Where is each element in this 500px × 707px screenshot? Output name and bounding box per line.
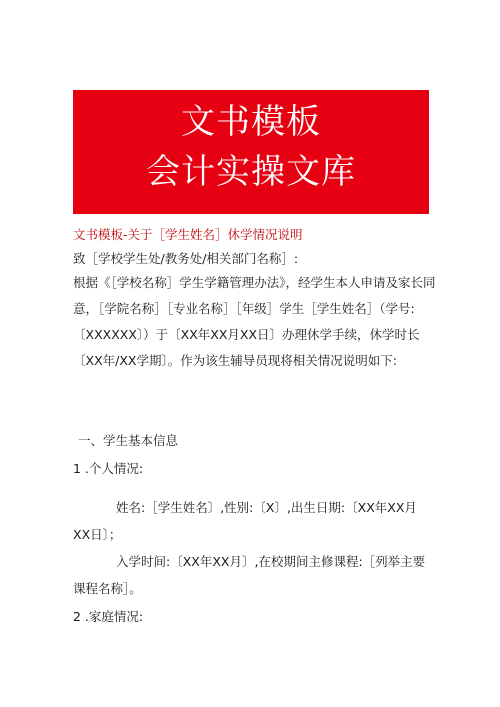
intro-line-3: 〔XXXXXX〕）于〔XX年XX月XX日〕办理休学手续，休学时长 [73, 327, 420, 342]
banner-title-line1: 文书模板 [181, 102, 321, 142]
recipient-line: 致［学校学生处/教务处/相关部门名称］: [73, 251, 299, 266]
personal-info-line-2: XX日〕； [73, 527, 122, 542]
banner-title-line2: 会计实操文库 [146, 152, 356, 192]
intro-line-1: 根据《［学校名称］学生学籍管理办法》，经学生本人申请及家长同 [73, 275, 436, 290]
document-title: 文书模板-关于［学生姓名］休学情况说明 [73, 227, 303, 242]
title-banner [73, 90, 429, 214]
intro-line-4: 〔XX年/XX学期〕。作为该生辅导员现将相关情况说明如下: [73, 353, 397, 368]
enrollment-line-2: 课程名称］。 [73, 581, 142, 596]
intro-line-2: 意，［学院名称］［专业名称］［年级］学生［学生姓名］（学号: [73, 301, 415, 316]
section-heading-basic-info: 一、学生基本信息 [78, 433, 179, 448]
subheading-family: 2 .家庭情况: [73, 609, 144, 624]
personal-info-line-1: 姓名:［学生姓名〕,性别:〔X〕,出生日期:〔XX年XX月 [116, 500, 417, 515]
enrollment-line-1: 入学时间:〔XX年XX月〕,在校期间主修课程:［列举主要 [116, 554, 426, 569]
subheading-personal: 1 .个人情况: [73, 461, 144, 476]
